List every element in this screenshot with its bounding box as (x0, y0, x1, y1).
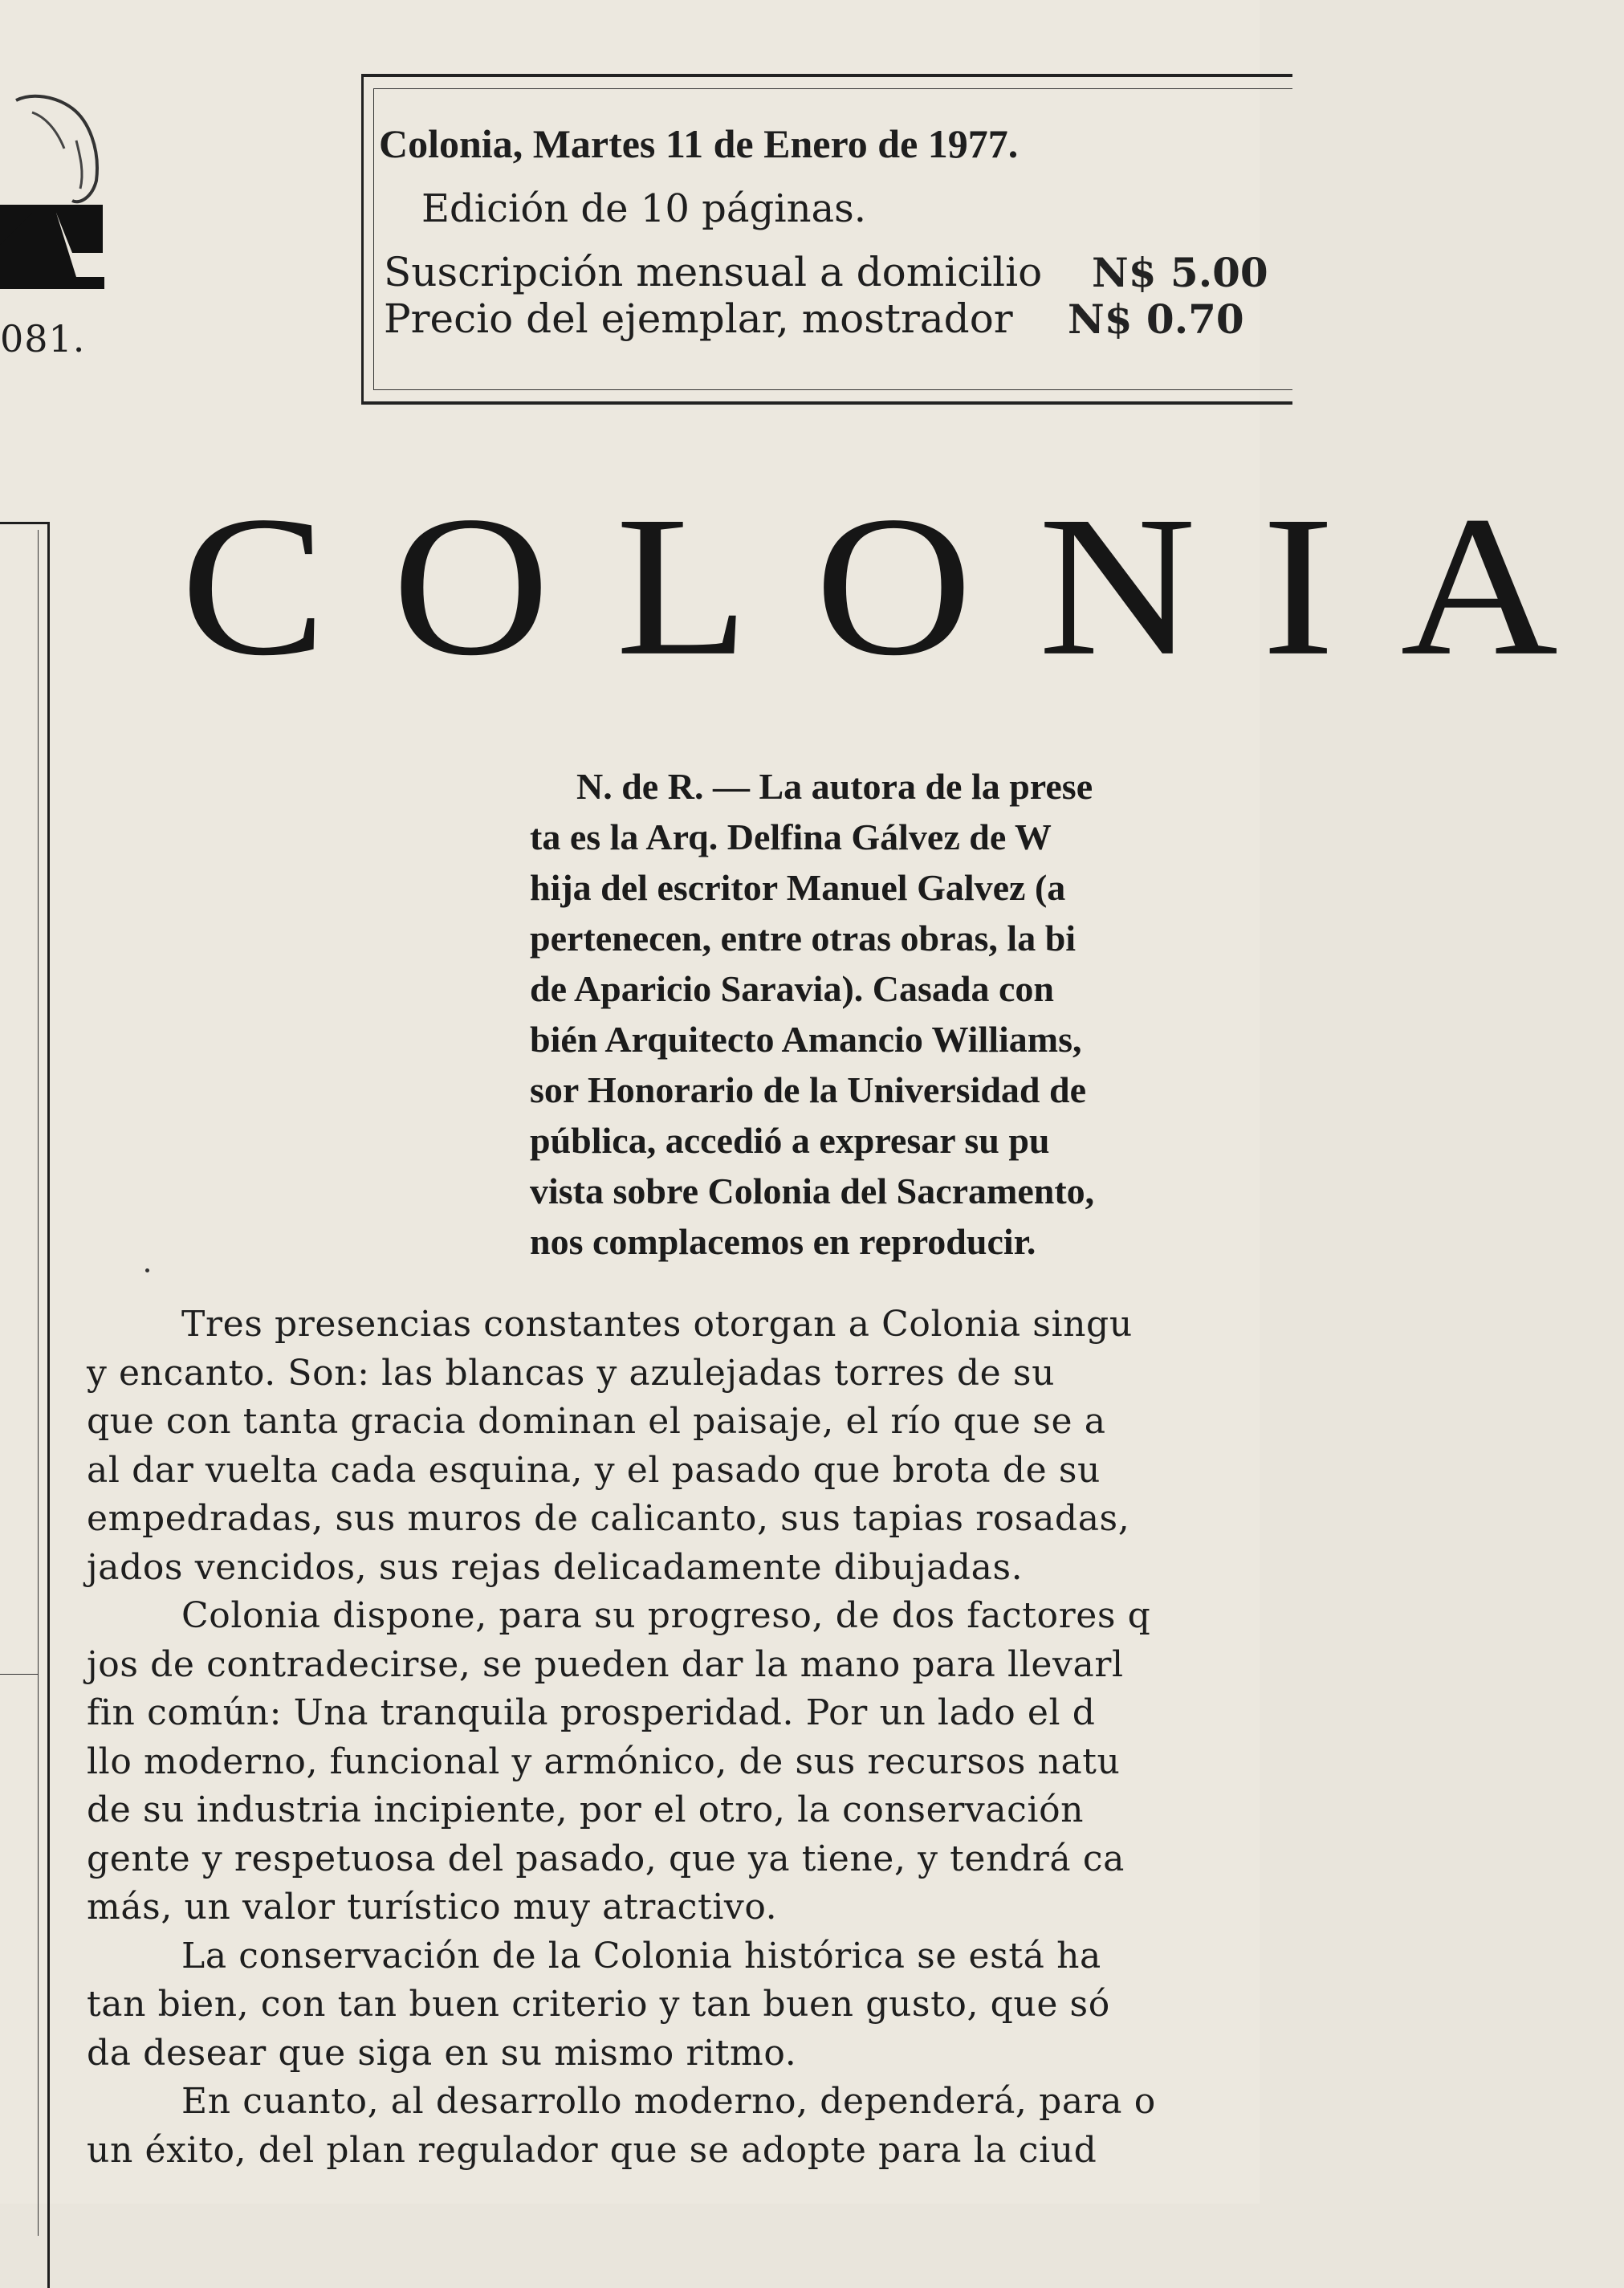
article-body-line: jos de contradecirse, se pueden dar la mano para llevarl (87, 1643, 1124, 1685)
editor-note-line: hija del escritor Manuel Galvez (a (530, 867, 1066, 908)
copy-price-label: Precio del ejemplar, mostrador (384, 295, 1013, 342)
article-body-line: gente y respetuosa del pasado, que ya tiene, y tendrá ca (87, 1838, 1125, 1879)
article-body-line: que con tanta gracia dominan el paisaje, el río que se a (87, 1401, 1106, 1442)
article-body-line: La conservación de la Colonia histórica se está ha (181, 1935, 1101, 1977)
article-body-line: empedradas, sus muros de calicanto, sus tapias rosadas, (87, 1498, 1130, 1539)
issue-date: Colonia, Martes 11 de Enero de 1977. (379, 121, 1019, 166)
editor-note-line: pertenecen, entre otras obras, la bi (530, 918, 1077, 959)
editor-note-line: pública, accedió a expresar su pu (530, 1120, 1050, 1161)
copy-price-value: N$ 0.70 (1068, 295, 1244, 343)
editor-note-line: nos complacemos en reproducir. (530, 1221, 1036, 1262)
article-body-line: más, un valor turístico muy atractivo. (87, 1887, 778, 1928)
article-body-line: llo moderno, funcional y armónico, de sus recursos natu (87, 1740, 1121, 1782)
article-body-line: fin común: Una tranquila prosperidad. Por un lado el d (87, 1692, 1096, 1733)
editor-note (530, 761, 1333, 1267)
left-column-inner-rule (0, 530, 39, 1686)
masthead-logo-fragment-icon (0, 92, 108, 289)
editor-note-line: N. de R. — La autora de la prese (576, 766, 1093, 807)
masthead-number: 081. (0, 317, 86, 360)
article-body-line: un éxito, del plan regulador que se adopte para la ciud (87, 2129, 1097, 2171)
article-body-line: y encanto. Son: las blancas y azulejadas torres de su (87, 1352, 1056, 1394)
subscription-label: Suscripción mensual a domicilio (384, 249, 1043, 295)
left-column-lower-rule (0, 1674, 39, 2236)
editor-note-line: bién Arquitecto Amancio Williams, (530, 1019, 1082, 1060)
article-body-line: al dar vuelta cada esquina, y el pasado que brota de su (87, 1449, 1101, 1491)
article-body-line: da desear que siga en su mismo ritmo. (87, 2032, 797, 2074)
article-body-line: jados vencidos, sus rejas delicadamente dibujadas. (87, 1546, 1024, 1588)
article-body-line: Colonia dispone, para su progreso, de dos factores q (181, 1595, 1151, 1636)
editor-note-line: de Aparicio Saravia). Casada con (530, 968, 1054, 1009)
article-body-line: tan bien, con tan buen criterio y tan buen gusto, que só (87, 1984, 1110, 2025)
article-body (87, 1301, 1371, 2175)
subscription-price: N$ 5.00 (1092, 249, 1268, 296)
article-body-line: En cuanto, al desarrollo moderno, dependerá, para o (181, 2081, 1156, 2122)
edition-pages: Edición de 10 páginas. (421, 186, 866, 231)
editor-note-line: vista sobre Colonia del Sacramento, (530, 1170, 1095, 1211)
headline: COLONIA (181, 474, 1624, 698)
print-speck (145, 1268, 149, 1272)
article-body-line: Tres presencias constantes otorgan a Colonia singu (181, 1304, 1133, 1345)
article-body-line: de su industria incipiente, por el otro, la conservación (87, 1789, 1085, 1830)
editor-note-line: sor Honorario de la Universidad de (530, 1069, 1087, 1110)
editor-note-line: ta es la Arq. Delfina Gálvez de W (530, 816, 1052, 857)
